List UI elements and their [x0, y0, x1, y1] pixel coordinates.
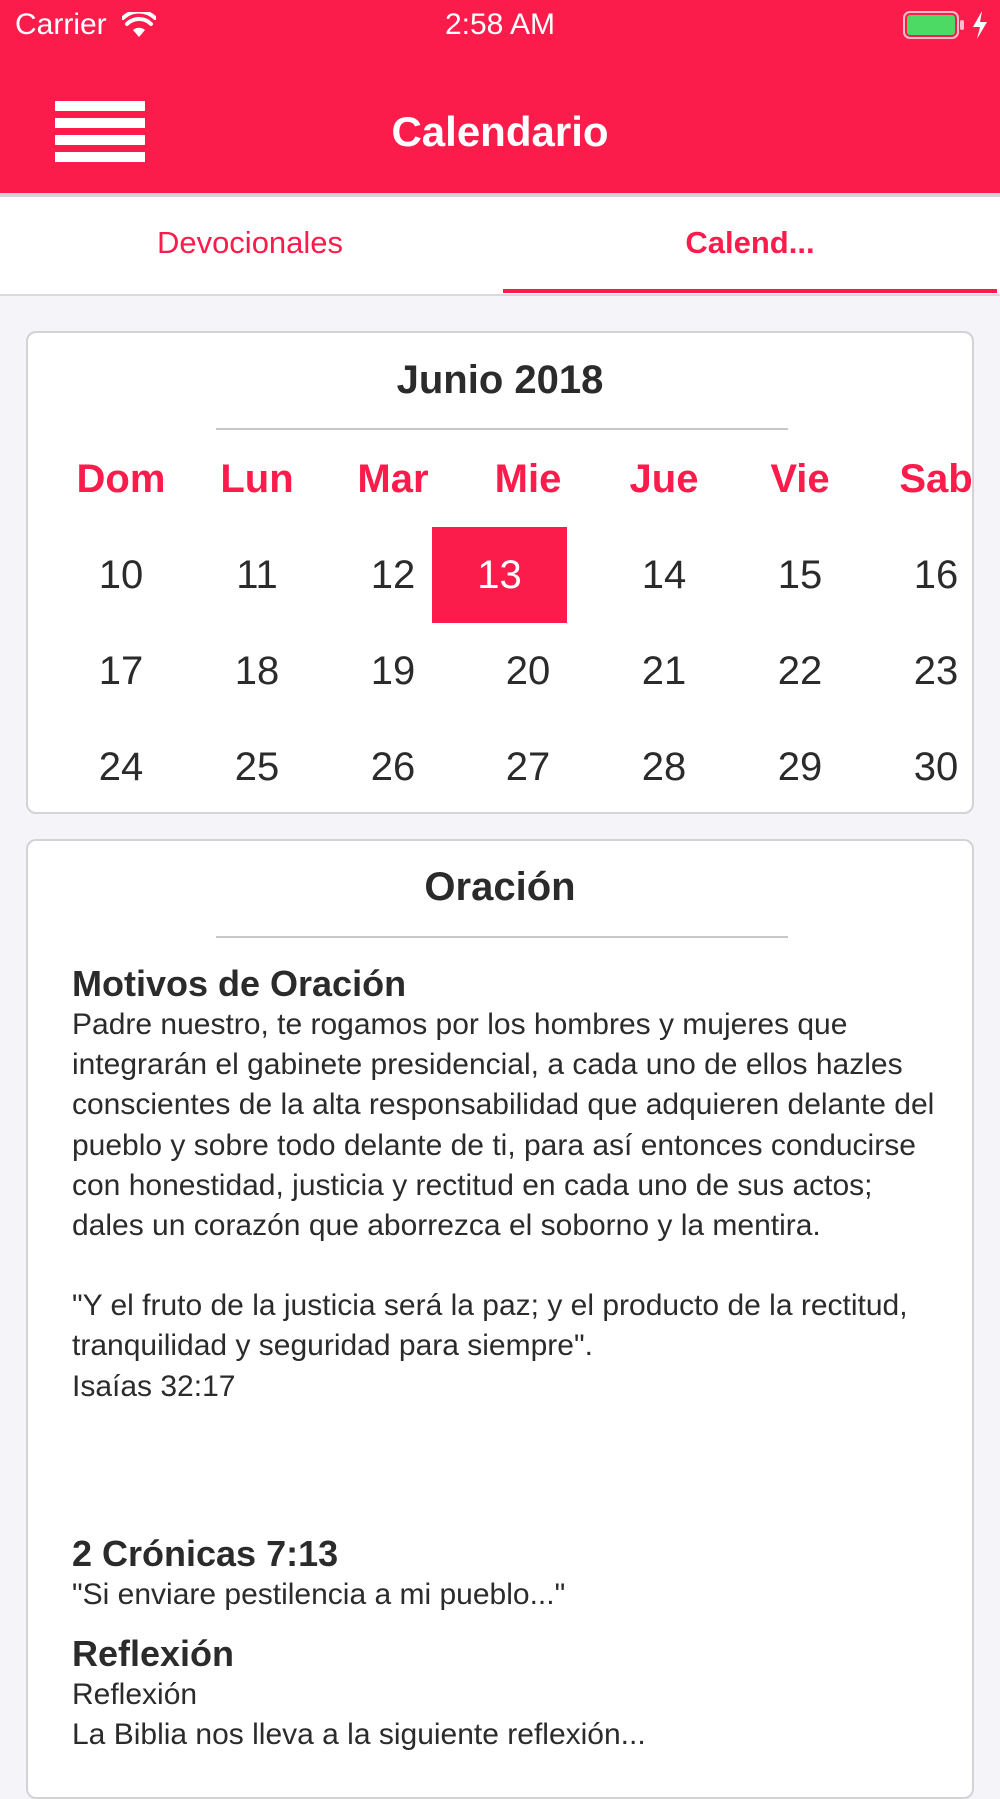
weekday-label: Mar: [357, 457, 429, 501]
weekday-label: Sab: [899, 457, 973, 501]
passage-text: "Si enviare pestilencia a mi pueblo...": [72, 1577, 566, 1611]
reflexion-text: La Biblia nos lleva a la siguiente reflexión...: [72, 1718, 646, 1752]
verse-reference: Isaías 32:17: [72, 1369, 236, 1403]
prayer-content: [72, 963, 952, 1755]
tab-bar: [0, 193, 1000, 296]
tab-devocionales[interactable]: Devocionales: [156, 225, 344, 260]
calendar-day[interactable]: 14: [641, 553, 687, 597]
calendar-day[interactable]: 17: [98, 649, 144, 693]
weekday-label: Lun: [220, 457, 294, 501]
calendar-day-selected[interactable]: 13: [432, 527, 567, 623]
charging-bolt-icon: [970, 10, 990, 40]
status-time: 2:58 AM: [444, 8, 556, 41]
tab-calendario[interactable]: Calend...: [685, 225, 815, 260]
reflexion-heading: Reflexión: [72, 1633, 235, 1675]
calendar-day[interactable]: 21: [641, 649, 687, 693]
active-tab-indicator: [503, 289, 997, 293]
calendar-day[interactable]: 23: [913, 649, 959, 693]
reflexion-label: Reflexión: [72, 1678, 198, 1712]
prayer-title-divider: [216, 936, 788, 938]
weekday-label: Dom: [76, 457, 166, 501]
weekday-label: Mie: [494, 457, 562, 501]
calendar-day[interactable]: 22: [777, 649, 823, 693]
calendar-day[interactable]: 18: [234, 649, 280, 693]
calendar-day[interactable]: 15: [777, 553, 823, 597]
app-header: [0, 0, 1000, 193]
calendar-day[interactable]: 19: [370, 649, 416, 693]
prayer-card: [26, 839, 974, 1799]
calendar-day[interactable]: 10: [98, 553, 144, 597]
calendar-month-title: Junio 2018: [396, 358, 604, 402]
status-bar: [0, 0, 1000, 52]
weekday-label: Vie: [770, 457, 830, 501]
calendar-day[interactable]: 27: [505, 745, 551, 789]
calendar-day[interactable]: 30: [913, 745, 959, 789]
calendar-title-divider: [216, 428, 788, 430]
battery-icon: [903, 11, 965, 39]
calendar-day[interactable]: 11: [236, 553, 278, 597]
verse-text: "Y el fruto de la justicia será la paz; y el producto de la rectitud, tranquilidad y seguridad para siempre".: [72, 1289, 908, 1363]
calendar-day[interactable]: 20: [505, 649, 551, 693]
weekday-label: Jue: [629, 457, 699, 501]
prayer-title: Oración: [424, 865, 576, 909]
calendar-day[interactable]: 12: [370, 553, 416, 597]
carrier-label: Carrier: [15, 8, 107, 41]
calendar-day[interactable]: 16: [913, 553, 959, 597]
motivos-heading: Motivos de Oración: [72, 963, 407, 1004]
passage-heading: 2 Crónicas 7:13: [72, 1532, 339, 1574]
calendar-day[interactable]: 28: [641, 745, 687, 789]
page-title: Calendario: [391, 108, 609, 155]
calendar-day[interactable]: 25: [234, 745, 280, 789]
calendar-card: [26, 331, 974, 814]
calendar-day[interactable]: 24: [98, 745, 144, 789]
motivos-text: Padre nuestro, te rogamos por los hombres y mujeres que integrarán el gabinete presidencial, a cada uno de ellos hazles conscientes de la alta responsabilidad que adquieren delante del pueblo y sobre todo delante de ti, para así entonces conducirse con honestidad, justicia y rectitud en cada uno de sus actos; dales un corazón que aborrezca el soborno y la mentira.: [72, 1008, 935, 1243]
calendar-day[interactable]: 29: [777, 745, 823, 789]
calendar-day[interactable]: 26: [370, 745, 416, 789]
